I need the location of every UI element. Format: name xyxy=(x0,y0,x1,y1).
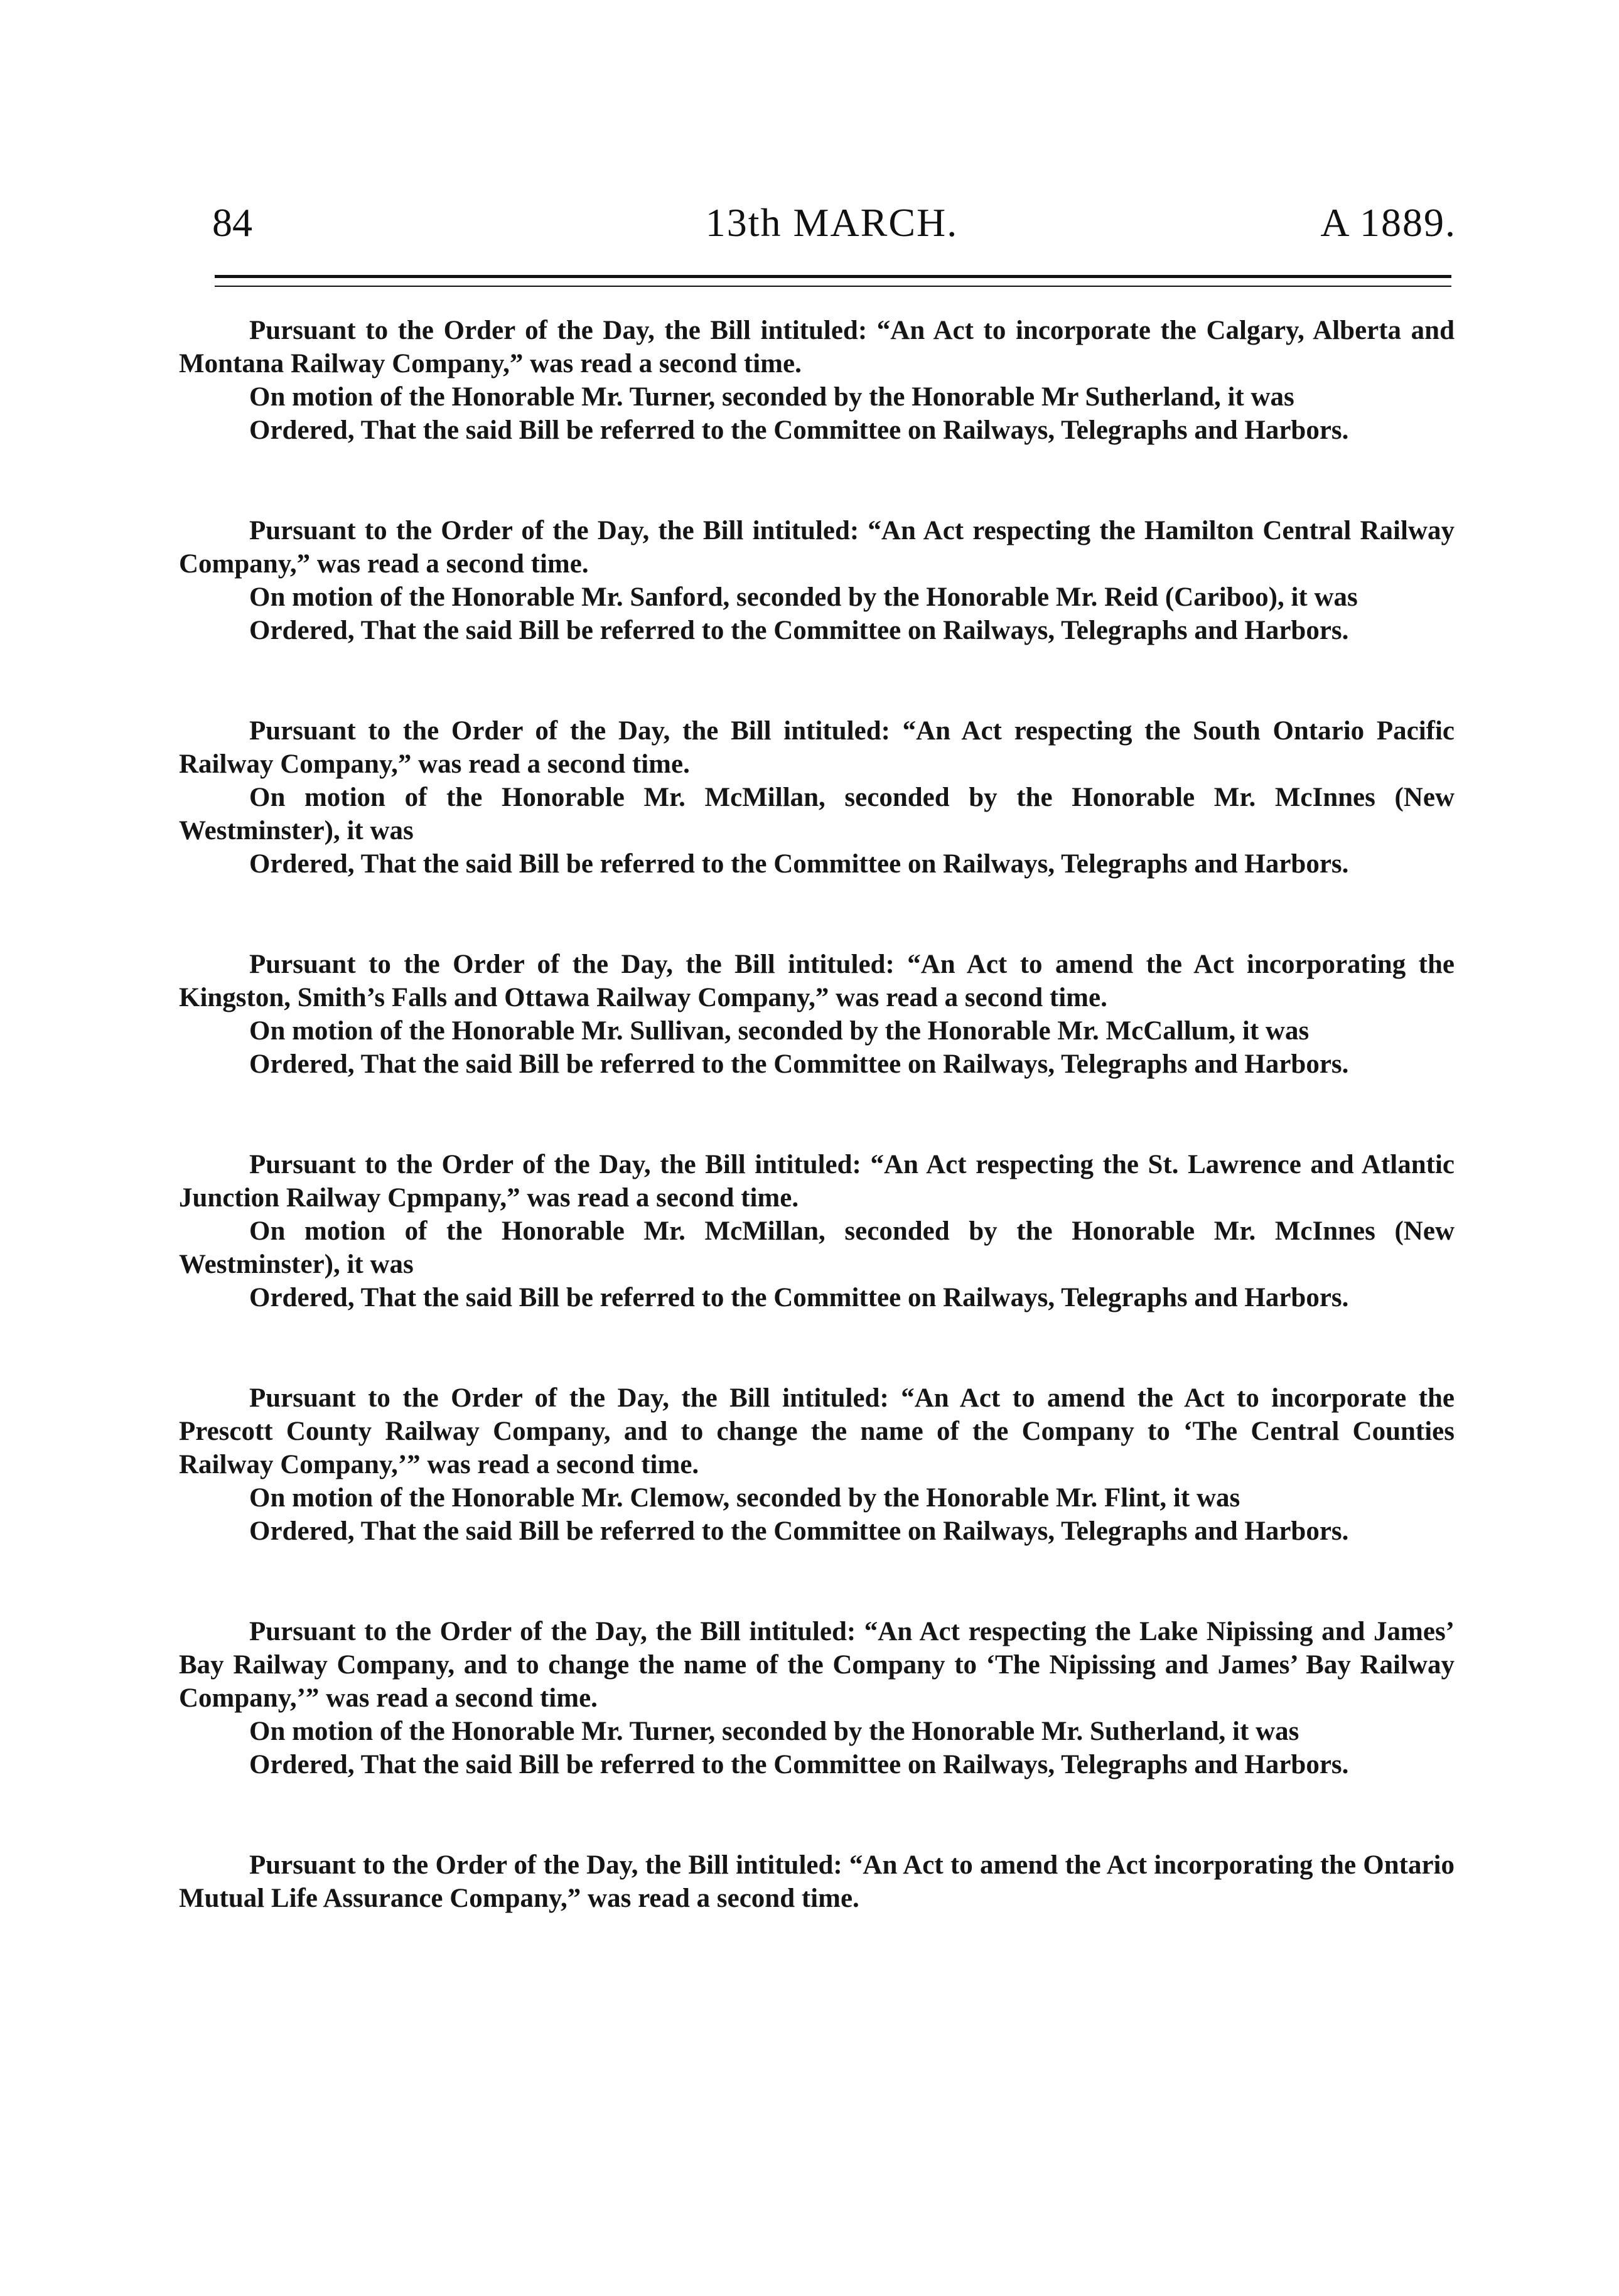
order-text: Ordered, That the said Bill be referred to the Committee on Railways, Telegraphs and Harbors. xyxy=(249,1516,1349,1546)
order-text: Ordered, That the said Bill be referred to the Committee on Railways, Telegraphs and Harbors. xyxy=(249,1049,1349,1079)
second-reading-text: Pursuant to the Order of the Day, the Bill intituled: “An Act to amend the Act incorporating the Ontario Mutual Life Assurance Company,” was read a second time. xyxy=(179,1850,1455,1913)
header-year: A 1889. xyxy=(1320,200,1456,245)
motion-text: On motion of the Honorable Mr. McMillan, seconded by the Honorable Mr. McInnes (New Westminster), it was xyxy=(179,783,1455,845)
bill-entry xyxy=(179,514,1455,647)
journal-body xyxy=(179,314,1455,1982)
motion-text: On motion of the Honorable Mr. McMillan, seconded by the Honorable Mr. McInnes (New Westminster), it was xyxy=(179,1216,1455,1279)
bill-entry xyxy=(179,1381,1455,1548)
second-reading-text: Pursuant to the Order of the Day, the Bill intituled: “An Act respecting the Lake Nipissing and James’ Bay Railway Company, and to change the name of the Company to ‘The Nipissing and James’ Bay Railway Company,’” was read a second time. xyxy=(179,1617,1455,1713)
motion-text: On motion of the Honorable Mr. Sullivan, seconded by the Honorable Mr. McCallum, it was xyxy=(249,1016,1310,1046)
second-reading-text: Pursuant to the Order of the Day, the Bill intituled: “An Act respecting the South Ontario Pacific Railway Company,” was read a second time. xyxy=(179,716,1455,779)
order-text: Ordered, That the said Bill be referred to the Committee on Railways, Telegraphs and Harbors. xyxy=(249,616,1349,645)
page-number: 84 xyxy=(212,200,252,245)
header-date: 13th MARCH. xyxy=(705,200,959,245)
bill-entry xyxy=(179,948,1455,1081)
bill-entry xyxy=(179,314,1455,447)
motion-text: On motion of the Honorable Mr. Turner, seconded by the Honorable Mr Sutherland, it was xyxy=(249,382,1294,412)
second-reading-text: Pursuant to the Order of the Day, the Bill intituled: “An Act to amend the Act incorporating the Kingston, Smith’s Falls and Ottawa Railway Company,” was read a second time. xyxy=(179,950,1455,1012)
motion-text: On motion of the Honorable Mr. Turner, seconded by the Honorable Mr. Sutherland, it was xyxy=(249,1717,1299,1746)
bill-entry xyxy=(179,1615,1455,1781)
header-rule-thick xyxy=(215,275,1451,278)
bill-entry xyxy=(179,1848,1455,1915)
second-reading-text: Pursuant to the Order of the Day, the Bill intituled: “An Act to incorporate the Calgary, Alberta and Montana Railway Company,” was read a second time. xyxy=(179,316,1455,378)
order-text: Ordered, That the said Bill be referred to the Committee on Railways, Telegraphs and Harbors. xyxy=(249,1750,1349,1779)
motion-text: On motion of the Honorable Mr. Clemow, seconded by the Honorable Mr. Flint, it was xyxy=(249,1483,1240,1513)
header-rule-thin xyxy=(215,286,1451,287)
bill-entry xyxy=(179,1148,1455,1314)
bill-entry xyxy=(179,714,1455,881)
motion-text: On motion of the Honorable Mr. Sanford, seconded by the Honorable Mr. Reid (Cariboo), it was xyxy=(249,582,1358,612)
order-text: Ordered, That the said Bill be referred to the Committee on Railways, Telegraphs and Harbors. xyxy=(249,849,1349,879)
page-header xyxy=(207,188,1456,257)
second-reading-text: Pursuant to the Order of the Day, the Bill intituled: “An Act respecting the St. Lawrence and Atlantic Junction Railway Cpmpany,” was read a second time. xyxy=(179,1150,1455,1213)
order-text: Ordered, That the said Bill be referred to the Committee on Railways, Telegraphs and Harbors. xyxy=(249,1283,1349,1312)
second-reading-text: Pursuant to the Order of the Day, the Bill intituled: “An Act respecting the Hamilton Central Railway Company,” was read a second time. xyxy=(179,516,1455,579)
order-text: Ordered, That the said Bill be referred to the Committee on Railways, Telegraphs and Harbors. xyxy=(249,416,1349,445)
second-reading-text: Pursuant to the Order of the Day, the Bill intituled: “An Act to amend the Act to incorporate the Prescott County Railway Company, and to change the name of the Company to ‘The Central Counties Railway Company,’” was read a second time. xyxy=(179,1383,1455,1479)
